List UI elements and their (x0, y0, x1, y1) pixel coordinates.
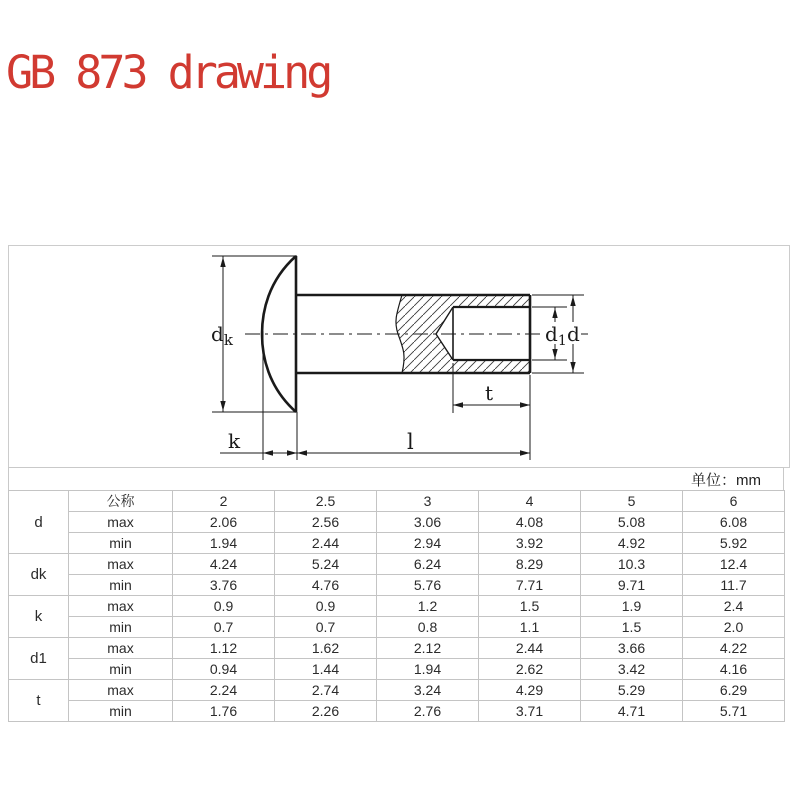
value-cell: 3.71 (479, 701, 581, 722)
value-cell: 1.1 (479, 617, 581, 638)
value-cell: 2.44 (479, 638, 581, 659)
value-cell: 0.94 (173, 659, 275, 680)
param-cell-d: d (9, 491, 69, 554)
value-cell: 2.76 (377, 701, 479, 722)
t-dimension-label: t (485, 381, 494, 405)
value-cell: 2.56 (275, 512, 377, 533)
value-cell: 4.71 (581, 701, 683, 722)
table-header-row (9, 491, 785, 512)
value-cell: 11.7 (683, 575, 785, 596)
size-header-cell: 4 (479, 491, 581, 512)
value-cell: 1.94 (173, 533, 275, 554)
value-cell: 6.24 (377, 554, 479, 575)
size-header-cell: 5 (581, 491, 683, 512)
unit-label: 单位：mm (691, 471, 761, 489)
value-cell: 2.4 (683, 596, 785, 617)
dk-dimension-label: $d_k$ (211, 322, 233, 349)
value-cell: 5.76 (377, 575, 479, 596)
value-cell: 5.08 (581, 512, 683, 533)
table-row-d-max (9, 512, 785, 533)
table-row-d-min (9, 533, 785, 554)
value-cell: 1.62 (275, 638, 377, 659)
param-cell-d1: d1 (9, 638, 69, 680)
rivet-drawing-svg (8, 245, 790, 468)
limit-label-cell: max (69, 512, 173, 533)
value-cell: 1.5 (581, 617, 683, 638)
d1-dimension-label: $d_1$ (545, 322, 567, 349)
value-cell: 1.5 (479, 596, 581, 617)
param-cell-dk: dk (9, 554, 69, 596)
limit-label-cell: max (69, 554, 173, 575)
d-dimension-label: d (567, 322, 580, 346)
spec-table-body (9, 491, 785, 722)
value-cell: 4.29 (479, 680, 581, 701)
page-title: GB 873 drawing (6, 46, 330, 99)
value-cell: 2.26 (275, 701, 377, 722)
limit-label-cell: max (69, 638, 173, 659)
value-cell: 6.08 (683, 512, 785, 533)
table-row-d1-max (9, 638, 785, 659)
value-cell: 12.4 (683, 554, 785, 575)
dimension-lines (212, 256, 584, 460)
value-cell: 1.76 (173, 701, 275, 722)
value-cell: 1.9 (581, 596, 683, 617)
param-cell-t: t (9, 680, 69, 722)
nominal-header-cell: 公称 (69, 491, 173, 512)
value-cell: 4.76 (275, 575, 377, 596)
value-cell: 1.2 (377, 596, 479, 617)
limit-label-cell: min (69, 617, 173, 638)
value-cell: 2.06 (173, 512, 275, 533)
size-header-cell: 2 (173, 491, 275, 512)
value-cell: 2.44 (275, 533, 377, 554)
limit-label-cell: min (69, 701, 173, 722)
limit-label-cell: min (69, 533, 173, 554)
value-cell: 4.22 (683, 638, 785, 659)
value-cell: 2.74 (275, 680, 377, 701)
l-dimension-label: l (407, 430, 414, 454)
value-cell: 5.24 (275, 554, 377, 575)
table-row-k-min (9, 617, 785, 638)
value-cell: 0.9 (275, 596, 377, 617)
value-cell: 2.0 (683, 617, 785, 638)
value-cell: 1.44 (275, 659, 377, 680)
table-row-t-max (9, 680, 785, 701)
value-cell: 10.3 (581, 554, 683, 575)
table-row-dk-min (9, 575, 785, 596)
rivet-technical-drawing (8, 245, 790, 468)
value-cell: 5.29 (581, 680, 683, 701)
value-cell: 3.42 (581, 659, 683, 680)
value-cell: 1.94 (377, 659, 479, 680)
value-cell: 3.66 (581, 638, 683, 659)
value-cell: 2.62 (479, 659, 581, 680)
value-cell: 0.7 (173, 617, 275, 638)
unit-row (8, 467, 784, 491)
limit-label-cell: min (69, 575, 173, 596)
value-cell: 4.08 (479, 512, 581, 533)
value-cell: 3.92 (479, 533, 581, 554)
value-cell: 0.8 (377, 617, 479, 638)
value-cell: 4.24 (173, 554, 275, 575)
size-header-cell: 6 (683, 491, 785, 512)
limit-label-cell: min (69, 659, 173, 680)
limit-label-cell: max (69, 680, 173, 701)
table-row-d1-min (9, 659, 785, 680)
table-row-k-max (9, 596, 785, 617)
table-row-dk-max (9, 554, 785, 575)
value-cell: 2.12 (377, 638, 479, 659)
param-cell-k: k (9, 596, 69, 638)
value-cell: 5.71 (683, 701, 785, 722)
value-cell: 0.9 (173, 596, 275, 617)
size-header-cell: 3 (377, 491, 479, 512)
value-cell: 6.29 (683, 680, 785, 701)
value-cell: 5.92 (683, 533, 785, 554)
value-cell: 1.12 (173, 638, 275, 659)
value-cell: 2.94 (377, 533, 479, 554)
value-cell: 2.24 (173, 680, 275, 701)
value-cell: 4.92 (581, 533, 683, 554)
spec-table (8, 490, 785, 722)
value-cell: 4.16 (683, 659, 785, 680)
size-header-cell: 2.5 (275, 491, 377, 512)
limit-label-cell: max (69, 596, 173, 617)
value-cell: 3.06 (377, 512, 479, 533)
value-cell: 7.71 (479, 575, 581, 596)
value-cell: 9.71 (581, 575, 683, 596)
value-cell: 0.7 (275, 617, 377, 638)
k-dimension-label: k (228, 429, 241, 453)
value-cell: 3.76 (173, 575, 275, 596)
table-row-t-min (9, 701, 785, 722)
value-cell: 3.24 (377, 680, 479, 701)
value-cell: 8.29 (479, 554, 581, 575)
